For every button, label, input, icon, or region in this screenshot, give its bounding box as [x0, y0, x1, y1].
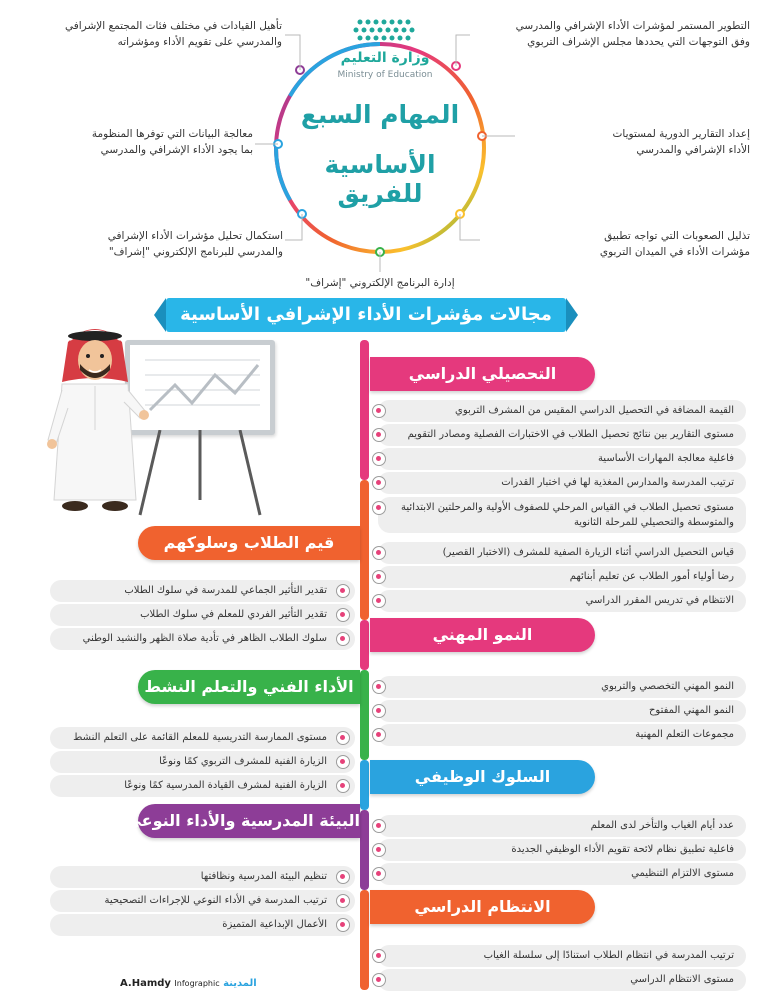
category-values: قيم الطلاب وسلوكهم	[138, 526, 360, 560]
spine-segment-5	[360, 760, 369, 810]
bullet-icon	[336, 755, 350, 769]
credit-brand: المدينة	[223, 978, 257, 989]
list-item: ترتيب المدرسة في الأداء النوعي للإجراءات التصحيحية	[50, 890, 355, 912]
list-item: القيمة المضافة في التحصيل الدراسي المقيس من المشرف التربوي	[378, 400, 746, 422]
bullet-icon	[336, 608, 350, 622]
category-achievement: التحصيلي الدراسي	[370, 357, 595, 391]
bullet-icon	[372, 452, 386, 466]
tasks-title-line1: المهام السبع	[300, 100, 460, 129]
task-item-3: تذليل الصعوبات التي تواجه تطبيق مؤشرات الأداء في الميدان التربوي	[599, 230, 750, 258]
list-item: النمو المهني التخصصي والتربوي	[378, 676, 746, 698]
list-item: رضا أولياء أمور الطلاب عن تعليم أبنائهم	[378, 566, 746, 588]
ministry-name-ar: وزارة التعليم	[340, 50, 430, 66]
tasks-title-line2: الأساسية للفريق	[324, 150, 436, 208]
spine-segment-2	[360, 480, 369, 620]
ministry-logo	[300, 12, 470, 88]
credit-label: Infographic	[174, 979, 220, 988]
domains-banner: مجالات مؤشرات الأداء الإشرافي الأساسية	[166, 298, 566, 332]
task-item-1: التطوير المستمر لمؤشرات الأداء الإشرافي والمدرسي وفق التوجهات التي يحددها مجلس الإشراف التربوي	[515, 20, 750, 48]
spine-segment-3	[360, 620, 369, 670]
bullet-icon	[372, 594, 386, 608]
bullet-icon	[336, 632, 350, 646]
bullet-icon	[372, 867, 386, 881]
bullet-icon	[372, 404, 386, 418]
ministry-logo-icon	[348, 12, 422, 48]
spine-segment-4	[360, 670, 369, 760]
teacher-figure-icon	[40, 320, 150, 525]
task-item-4: إدارة البرنامج الإلكتروني "إشراف"	[305, 277, 455, 289]
spine-segment-6	[360, 810, 369, 890]
bullet-icon	[372, 476, 386, 490]
list-item: الأعمال الإبداعية المتميزة	[50, 914, 355, 936]
list-item: مجموعات التعلم المهنية	[378, 724, 746, 746]
task-item-5: استكمال تحليل مؤشرات الأداء الإشرافي والمدرسي للبرنامج الإلكتروني "إشراف"	[107, 230, 283, 258]
list-item: عدد أيام الغياب والتأخر لدى المعلم	[378, 815, 746, 837]
bullet-icon	[372, 680, 386, 694]
list-item: ترتيب المدرسة والمدارس المغذية لها في اختبار القدرات	[378, 472, 746, 494]
bullet-icon	[372, 728, 386, 742]
credit	[120, 978, 257, 989]
list-item: مستوى تحصيل الطلاب في القياس المرحلي للصفوف الأولية والمرحلتين الابتدائية والمتوسطة والتحصيلي للمرحلة الثانوية	[378, 497, 746, 533]
list-item: تنظيم البيئة المدرسية ونظافتها	[50, 866, 355, 888]
bullet-icon	[336, 894, 350, 908]
list-item: تقدير التأثير الجماعي للمدرسة في سلوك الطلاب	[50, 580, 355, 602]
list-item: النمو المهني المفتوح	[378, 700, 746, 722]
list-item: فاعلية معالجة المهارات الأساسية	[378, 448, 746, 470]
list-item: مستوى الالتزام التنظيمي	[378, 863, 746, 885]
bullet-icon	[372, 546, 386, 560]
list-item: الزيارة الفنية للمشرف التربوي كمًا ونوعًا	[50, 751, 355, 773]
spine-segment-1	[360, 340, 369, 480]
task-item-2: إعداد التقارير الدورية لمستويات الأداء الإشرافي والمدرسي	[612, 128, 750, 156]
bullet-icon	[336, 870, 350, 884]
credit-author: A.Hamdy	[120, 978, 171, 989]
list-item: فاعلية تطبيق نظام لائحة تقويم الأداء الوظيفي الجديدة	[378, 839, 746, 861]
bullet-icon	[372, 949, 386, 963]
bullet-icon	[372, 501, 386, 515]
bullet-icon	[336, 918, 350, 932]
bullet-icon	[372, 819, 386, 833]
ministry-name-en: Ministry of Education	[337, 70, 433, 80]
list-item: تقدير التأثير الفردي للمعلم في سلوك الطلاب	[50, 604, 355, 626]
list-item: مستوى الممارسة التدريسية للمعلم القائمة على التعلم النشط	[50, 727, 355, 749]
bullet-icon	[336, 584, 350, 598]
category-conduct: السلوك الوظيفي	[370, 760, 595, 794]
list-item: قياس التحصيل الدراسي أثناء الزيارة الصفية للمشرف (الاختبار القصير)	[378, 542, 746, 564]
category-professional: النمو المهني	[370, 618, 595, 652]
list-item: الزيارة الفنية لمشرف القيادة المدرسية كمًا ونوعًا	[50, 775, 355, 797]
bullet-icon	[372, 704, 386, 718]
bullet-icon	[336, 731, 350, 745]
task-item-6: معالجة البيانات التي توفرها المنظومة بما يجود الأداء الإشرافي والمدرسي	[91, 128, 253, 156]
bullet-icon	[372, 973, 386, 987]
category-environment: البيئة المدرسية والأداء النوعي	[138, 804, 360, 838]
category-technical: الأداء الفني والتعلم النشط	[138, 670, 360, 704]
list-item: مستوى الانتظام الدراسي	[378, 969, 746, 991]
list-item: الانتظام في تدريس المقرر الدراسي	[378, 590, 746, 612]
bullet-icon	[372, 843, 386, 857]
bullet-icon	[336, 779, 350, 793]
spine-segment-7	[360, 890, 369, 990]
bullet-icon	[372, 428, 386, 442]
list-item: سلوك الطلاب الظاهر في تأدية صلاة الظهر والنشيد الوطني	[50, 628, 355, 650]
task-item-7: تأهيل القيادات في مختلف فئات المجتمع الإشرافي والمدرسي على تقويم الأداء ومؤشراته	[64, 20, 282, 48]
bullet-icon	[372, 570, 386, 584]
category-attendance: الانتظام الدراسي	[370, 890, 595, 924]
list-item: ترتيب المدرسة في انتظام الطلاب استنادًا إلى سلسلة الغياب	[378, 945, 746, 967]
list-item: مستوى التقارير بين نتائج تحصيل الطلاب في الاختبارات الفصلية ومصادر التقويم	[378, 424, 746, 446]
